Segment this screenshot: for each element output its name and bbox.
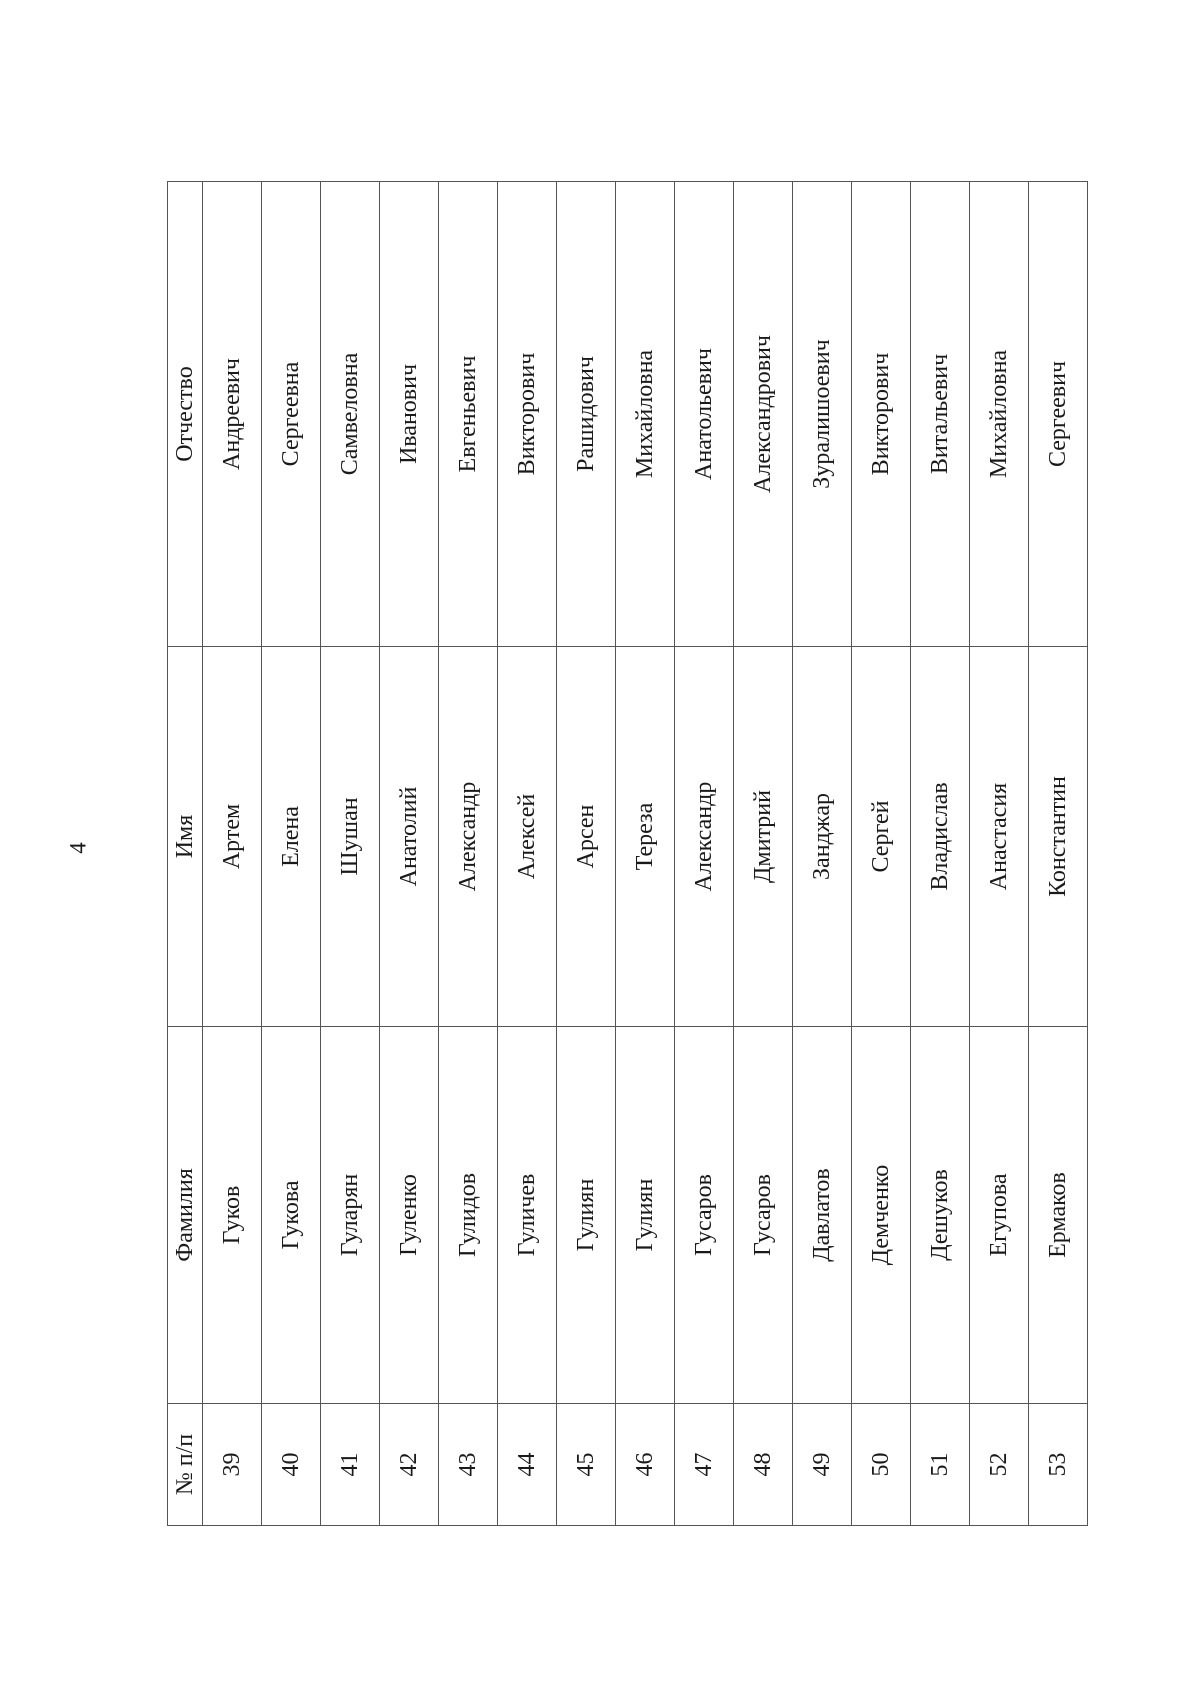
cell-last-name: Демченко: [852, 1027, 911, 1404]
table-row: [911, 182, 970, 1526]
cell-last-name: Дешуков: [911, 1027, 970, 1404]
cell-middle-name: Сергеевна: [262, 182, 321, 647]
cell-first-name: Тереза: [616, 647, 675, 1027]
cell-last-name: Давлатов: [793, 1027, 852, 1404]
cell-num: 47: [675, 1404, 734, 1526]
cell-last-name: Гуленко: [380, 1027, 439, 1404]
cell-middle-name: Витальевич: [911, 182, 970, 647]
cell-first-name: Дмитрий: [734, 647, 793, 1027]
table-row: [557, 182, 616, 1526]
cell-last-name: Гулиян: [616, 1027, 675, 1404]
table-row: [380, 182, 439, 1526]
cell-first-name: Алексей: [498, 647, 557, 1027]
cell-num: 40: [262, 1404, 321, 1526]
cell-middle-name: Андреевич: [203, 182, 262, 647]
table-header-row: [168, 182, 203, 1526]
cell-last-name: Гусаров: [675, 1027, 734, 1404]
cell-num: 52: [970, 1404, 1029, 1526]
cell-first-name: Шушан: [321, 647, 380, 1027]
cell-last-name: Гулиян: [557, 1027, 616, 1404]
table-row: [498, 182, 557, 1526]
cell-first-name: Анастасия: [970, 647, 1029, 1027]
cell-middle-name: Анатольевич: [675, 182, 734, 647]
cell-num: 45: [557, 1404, 616, 1526]
cell-first-name: Арсен: [557, 647, 616, 1027]
cell-first-name: Занджар: [793, 647, 852, 1027]
cell-middle-name: Евгеньевич: [439, 182, 498, 647]
cell-last-name: Гукова: [262, 1027, 321, 1404]
cell-last-name: Ермаков: [1029, 1027, 1088, 1404]
cell-last-name: Гуков: [203, 1027, 262, 1404]
roster-table: [167, 181, 1088, 1526]
cell-middle-name: Александрович: [734, 182, 793, 647]
cell-first-name: Константин: [1029, 647, 1088, 1027]
table-row: [970, 182, 1029, 1526]
cell-middle-name: Сергеевич: [1029, 182, 1088, 647]
cell-first-name: Анатолий: [380, 647, 439, 1027]
header-first-name: Имя: [168, 647, 203, 1027]
table-row: [203, 182, 262, 1526]
cell-middle-name: Викторович: [852, 182, 911, 647]
cell-middle-name: Михайловна: [970, 182, 1029, 647]
cell-middle-name: Викторович: [498, 182, 557, 647]
cell-first-name: Александр: [439, 647, 498, 1027]
table-row: [616, 182, 675, 1526]
cell-middle-name: Зуралишоевич: [793, 182, 852, 647]
cell-last-name: Гусаров: [734, 1027, 793, 1404]
cell-first-name: Александр: [675, 647, 734, 1027]
cell-num: 49: [793, 1404, 852, 1526]
cell-num: 41: [321, 1404, 380, 1526]
cell-middle-name: Самвеловна: [321, 182, 380, 647]
cell-first-name: Елена: [262, 647, 321, 1027]
header-middle-name: Отчество: [168, 182, 203, 647]
cell-first-name: Артем: [203, 647, 262, 1027]
cell-last-name: Гуларян: [321, 1027, 380, 1404]
cell-middle-name: Рашидович: [557, 182, 616, 647]
table-row: [734, 182, 793, 1526]
cell-last-name: Гуличев: [498, 1027, 557, 1404]
cell-num: 43: [439, 1404, 498, 1526]
cell-num: 48: [734, 1404, 793, 1526]
table-row: [321, 182, 380, 1526]
roster-table-frame: [167, 182, 1076, 1526]
cell-num: 44: [498, 1404, 557, 1526]
roster-table-rotated: [167, 182, 1076, 1526]
cell-last-name: Гулидов: [439, 1027, 498, 1404]
cell-num: 46: [616, 1404, 675, 1526]
cell-num: 39: [203, 1404, 262, 1526]
header-num: № п/п: [168, 1404, 203, 1526]
header-last-name: Фамилия: [168, 1027, 203, 1404]
cell-middle-name: Иванович: [380, 182, 439, 647]
cell-num: 53: [1029, 1404, 1088, 1526]
cell-middle-name: Михайловна: [616, 182, 675, 647]
table-row: [439, 182, 498, 1526]
cell-first-name: Сергей: [852, 647, 911, 1027]
cell-num: 50: [852, 1404, 911, 1526]
table-row: [262, 182, 321, 1526]
table-row: [675, 182, 734, 1526]
cell-num: 42: [380, 1404, 439, 1526]
table-row: [1029, 182, 1088, 1526]
page-number: 4: [65, 842, 91, 854]
table-row: [852, 182, 911, 1526]
cell-num: 51: [911, 1404, 970, 1526]
cell-first-name: Владислав: [911, 647, 970, 1027]
table-row: [793, 182, 852, 1526]
cell-last-name: Егупова: [970, 1027, 1029, 1404]
